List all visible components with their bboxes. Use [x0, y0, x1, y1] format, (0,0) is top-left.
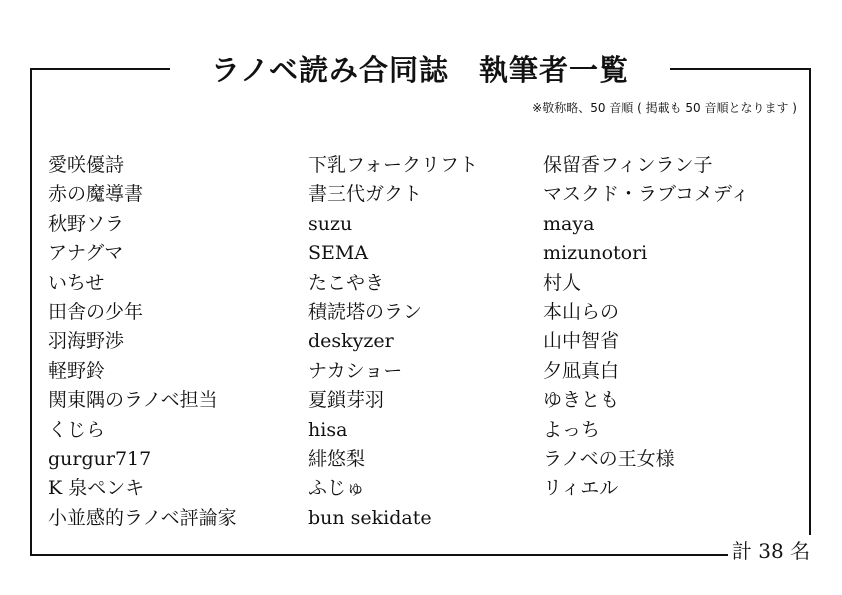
author-name: マスクド・ラブコメディ [543, 183, 750, 206]
honorific-note: ※敬称略、50 音順 ( 掲載も 50 音順となります ) [532, 101, 797, 115]
author-column-2 [308, 151, 478, 533]
author-name: 山中智省 [543, 330, 620, 353]
author-name: 秋野ソラ [48, 212, 125, 235]
author-name: mizunotori [543, 242, 648, 265]
author-name: gurgur717 [48, 447, 152, 470]
author-name: 軽野鈴 [48, 359, 106, 382]
author-name: ラノベの王女様 [543, 447, 675, 470]
author-name: たこやき [308, 271, 385, 294]
page-title: ラノベ読み合同誌 執筆者一覧 [170, 50, 670, 90]
author-column-3 [543, 151, 750, 504]
author-column-1 [48, 151, 237, 533]
author-name: ゆきとも [543, 389, 620, 412]
author-name: hisa [308, 418, 348, 441]
author-name: 関東隅のラノベ担当 [48, 389, 218, 412]
total-count: 計 38 名 [728, 535, 814, 567]
author-name: bun sekidate [308, 506, 432, 529]
author-name: 本山らの [543, 300, 620, 323]
author-name: 羽海野渉 [48, 330, 125, 353]
author-name: 愛咲優詩 [48, 154, 125, 176]
author-name: 赤の魔導書 [48, 183, 144, 206]
author-name: 保留香フィンラン子 [543, 154, 713, 176]
author-name: deskyzer [308, 330, 394, 353]
author-name: 田舎の少年 [48, 300, 144, 323]
author-name: よっち [543, 418, 601, 441]
author-name: suzu [308, 212, 353, 235]
author-name: 積読塔のラン [308, 300, 423, 323]
author-name: いちせ [48, 271, 105, 294]
author-name: アナグマ [48, 242, 124, 265]
author-name: リィエル [543, 477, 619, 500]
author-name: 村人 [543, 271, 582, 294]
author-name: 下乳フォークリフト [308, 154, 479, 176]
author-name: K 泉ペンキ [48, 477, 145, 500]
author-name: ふじゅ [308, 477, 366, 500]
author-name: 夏鎖芽羽 [308, 389, 385, 412]
author-name: maya [543, 212, 595, 235]
author-name: くじら [48, 418, 106, 441]
author-name: SEMA [308, 242, 369, 265]
author-name: 小並感的ラノベ評論家 [48, 506, 237, 529]
author-name: 緋悠梨 [308, 447, 366, 470]
author-name: 夕凪真白 [543, 359, 620, 382]
author-name: 書三代ガクト [308, 183, 423, 206]
author-name: ナカショー [308, 359, 403, 382]
